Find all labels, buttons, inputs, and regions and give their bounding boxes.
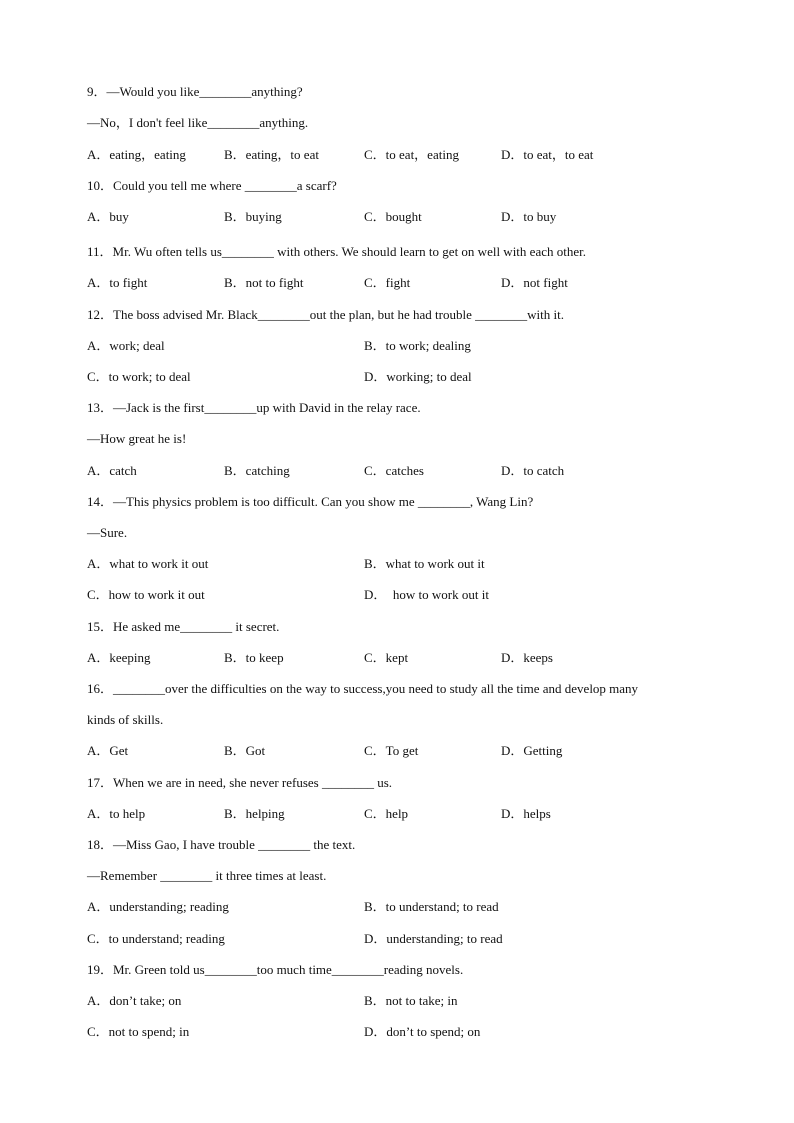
question-14-option-b: B．what to work out it [364,556,485,571]
question-12-option-a: A．work; deal [87,338,165,353]
question-12-option-d: D．working; to deal [364,369,472,384]
question-19-option-a: A．don’t take; on [87,993,182,1008]
question-11-line-1: 11．Mr. Wu often tells us________ with others. We should learn to get on well with each other. [87,244,586,259]
question-18-option-d: D．understanding; to read [364,931,503,946]
question-10-option-a: A．buy [87,209,129,224]
question-15-option-c: C．kept [364,650,409,665]
question-18-line-2: —Remember ________ it three times at least. [87,868,327,883]
question-19-option-c: C．not to spend; in [87,1024,190,1039]
question-17-option-b: B．helping [224,806,285,821]
question-18-option-c: C．to understand; reading [87,931,225,946]
question-19-option-b: B．not to take; in [364,993,458,1008]
question-16-option-c: C．To get [364,743,419,758]
question-9-line-2: —No，I don't feel like________anything. [87,115,309,130]
question-12-option-b: B．to work; dealing [364,338,471,353]
question-13-line-1: 13．—Jack is the first________up with David in the relay race. [87,400,421,415]
question-11-option-b: B．not to fight [224,275,304,290]
question-16-option-a: A．Get [87,743,129,758]
question-9-line-1: 9．—Would you like________anything? [87,84,303,99]
question-14-option-c: C．how to work it out [87,587,205,602]
question-11-option-c: C．fight [364,275,411,290]
question-14-option-d: D． how to work out it [364,587,489,602]
question-15-option-a: A．keeping [87,650,151,665]
question-17-option-a: A．to help [87,806,146,821]
question-13-option-d: D．to catch [501,463,565,478]
question-17-option-d: D．helps [501,806,551,821]
question-19-line-1: 19．Mr. Green told us________too much time________reading novels. [87,962,464,977]
question-15-line-1: 15．He asked me________ it secret. [87,619,280,634]
question-12-line-1: 12．The boss advised Mr. Black________out the plan, but he had trouble ________with it. [87,307,564,322]
question-11-option-a: A．to fight [87,275,148,290]
question-18-option-b: B．to understand; to read [364,899,499,914]
question-18-option-a: A．understanding; reading [87,899,229,914]
question-16-option-d: D．Getting [501,743,563,758]
question-9-option-c: C．to eat，eating [364,147,459,162]
question-15-option-d: D．keeps [501,650,553,665]
question-16-line-1: 16．________over the difficulties on the way to success,you need to study all the time and develop many [87,681,639,696]
question-13-option-a: A．catch [87,463,137,478]
question-13-line-2: —How great he is! [87,431,187,446]
question-17-line-1: 17．When we are in need, she never refuses ________ us. [87,775,393,790]
question-10-line-1: 10．Could you tell me where ________a scarf? [87,178,337,193]
question-14-line-1: 14．—This physics problem is too difficult. Can you show me ________, Wang Lin? [87,494,534,509]
question-14-option-a: A．what to work it out [87,556,209,571]
question-19-option-d: D．don’t to spend; on [364,1024,481,1039]
question-16-option-b: B．Got [224,743,266,758]
question-10-option-b: B．buying [224,209,282,224]
question-10-option-c: C．bought [364,209,422,224]
question-18-line-1: 18．—Miss Gao, I have trouble ________ the text. [87,837,356,852]
question-13-option-b: B．catching [224,463,290,478]
question-9-option-a: A．eating，eating [87,147,186,162]
question-16-line-2: kinds of skills. [87,712,164,727]
question-13-option-c: C．catches [364,463,424,478]
question-14-line-2: —Sure. [87,525,128,540]
question-15-option-b: B．to keep [224,650,284,665]
question-17-option-c: C．help [364,806,409,821]
question-10-option-d: D．to buy [501,209,557,224]
question-12-option-c: C．to work; to deal [87,369,191,384]
question-9-option-b: B．eating，to eat [224,147,319,162]
question-11-option-d: D．not fight [501,275,568,290]
question-9-option-d: D．to eat，to eat [501,147,594,162]
